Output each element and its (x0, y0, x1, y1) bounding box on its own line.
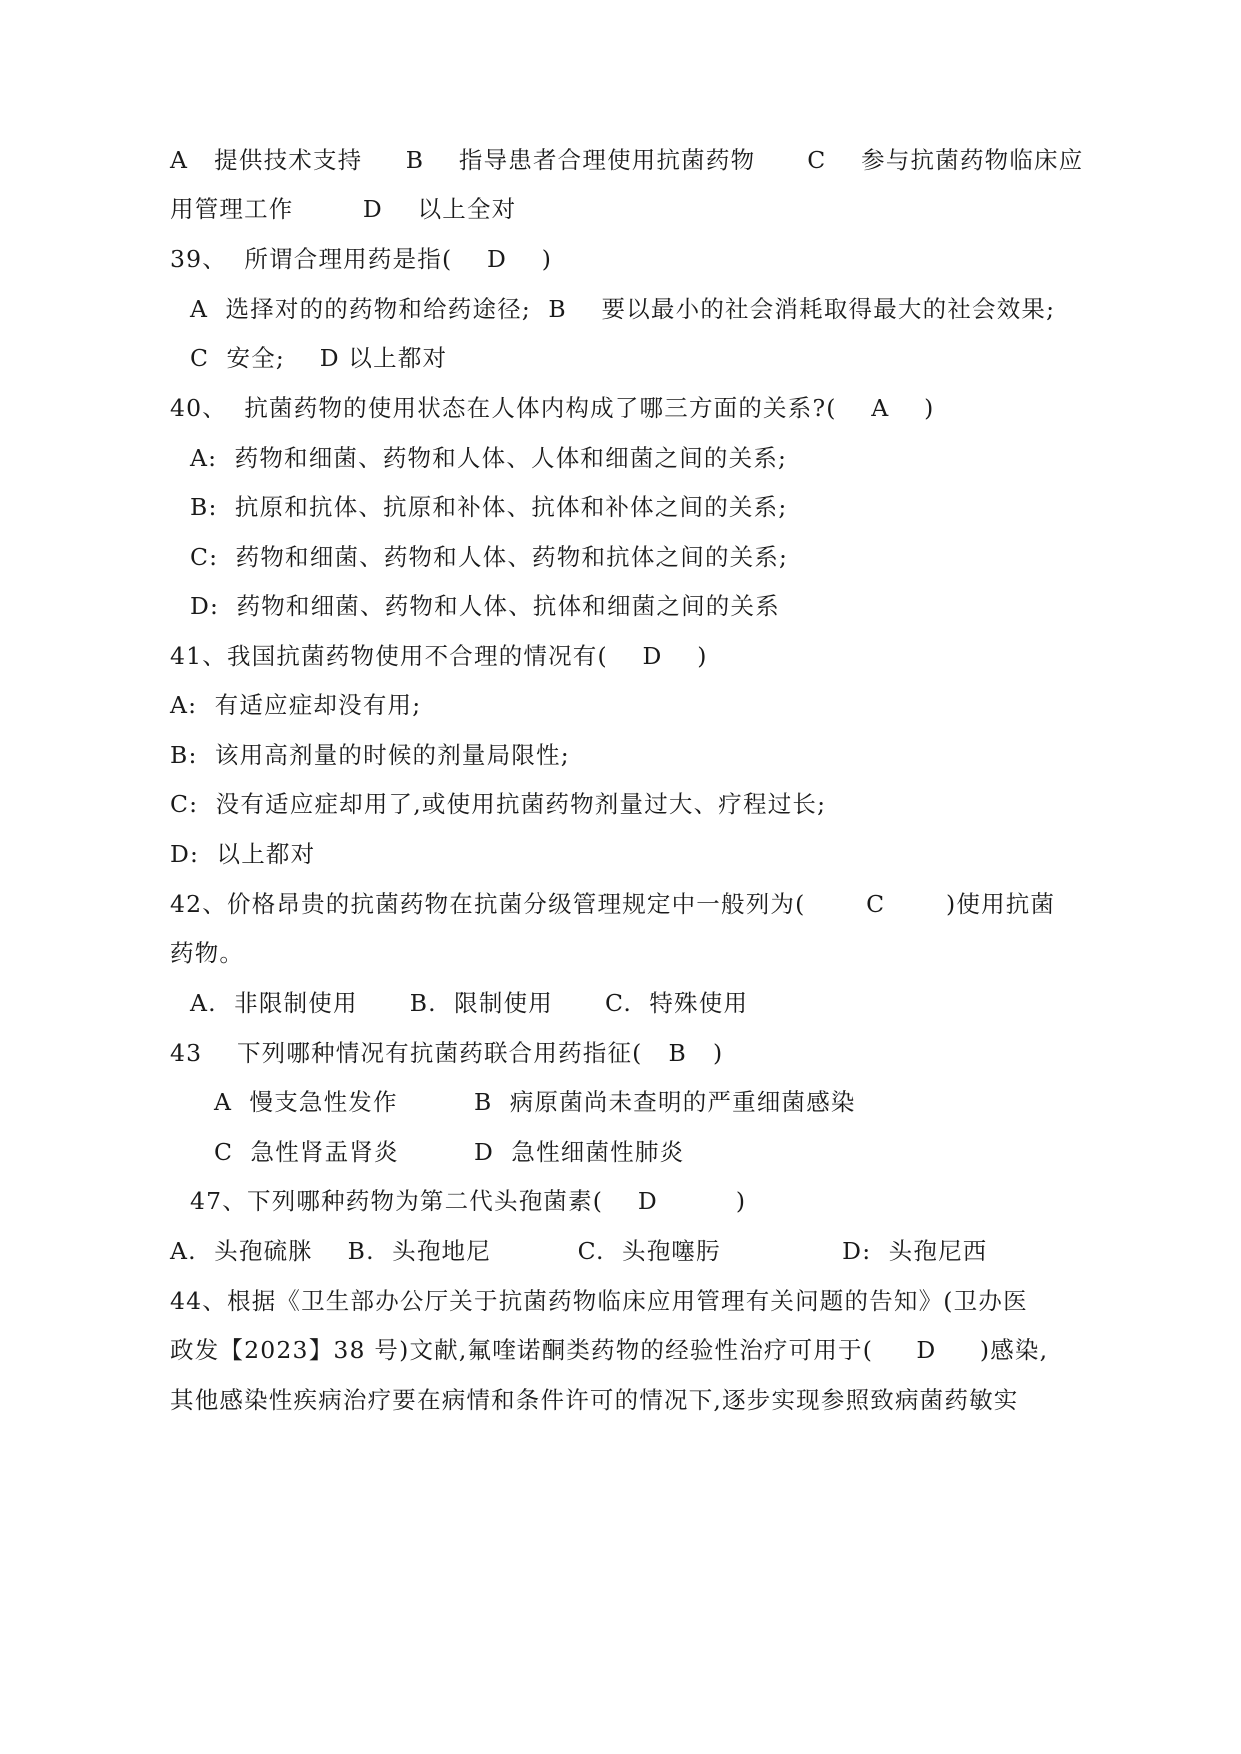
q39-options-line-1: A 选择对的的药物和给药途径; B 要以最小的社会消耗取得最大的社会效果; (190, 295, 1056, 323)
q43-option-a: A 慢支急性发作 (214, 1088, 398, 1116)
q38-options-line-2: 用管理工作 D 以上全对 (170, 195, 517, 223)
question-39: 39、 所谓合理用药是指( D ) (170, 245, 553, 273)
q39-options-line-2: C 安全; D 以上都对 (190, 344, 448, 372)
q41-option-d: D: 以上都对 (170, 840, 316, 868)
q42-options: A. 非限制使用 B. 限制使用 C. 特殊使用 (190, 989, 749, 1017)
q43-option-c: C 急性肾盂肾炎 (214, 1138, 399, 1166)
q43-option-d: D 急性细菌性肺炎 (474, 1138, 685, 1166)
question-44-line-3: 其他感染性疾病治疗要在病情和条件许可的情况下,逐步实现参照致病菌药敏实 (170, 1386, 1019, 1414)
question-42-continued: 药物。 (170, 939, 245, 967)
q43-option-b: B 病原菌尚未查明的严重细菌感染 (474, 1088, 856, 1116)
question-44-line-1: 44、根据《卫生部办公厅关于抗菌药物临床应用管理有关问题的告知》(卫办医 (170, 1287, 1028, 1315)
q40-option-a: A: 药物和细菌、药物和人体、人体和细菌之间的关系; (190, 444, 788, 472)
q40-option-d: D: 药物和细菌、药物和人体、抗体和细菌之间的关系 (190, 592, 780, 620)
q41-option-c: C: 没有适应症却用了,或使用抗菌药物剂量过大、疗程过长; (170, 790, 827, 818)
q38-options-line-1: A 提供技术支持 B 指导患者合理使用抗菌药物 C 参与抗菌药物临床应 (170, 146, 1084, 174)
question-41: 41、我国抗菌药物使用不合理的情况有( D ) (170, 642, 708, 670)
q40-option-b: B: 抗原和抗体、抗原和补体、抗体和补体之间的关系; (190, 493, 788, 521)
q47-options: A. 头孢硫脒 B. 头孢地尼 C. 头孢噻肟 D: 头孢尼西 (170, 1237, 988, 1265)
question-44-line-2: 政发【2023】38 号)文献,氟喹诺酮类药物的经验性治疗可用于( D )感染, (170, 1336, 1049, 1364)
question-47: 47、下列哪种药物为第二代头孢菌素( D ) (190, 1187, 747, 1215)
question-40: 40、 抗菌药物的使用状态在人体内构成了哪三方面的关系?( A ) (170, 394, 935, 422)
q41-option-b: B: 该用高剂量的时候的剂量局限性; (170, 741, 570, 769)
question-43: 43 下列哪种情况有抗菌药联合用药指征( B ) (170, 1039, 724, 1067)
q40-option-c: C: 药物和细菌、药物和人体、药物和抗体之间的关系; (190, 543, 789, 571)
q41-option-a: A: 有适应症却没有用; (170, 691, 422, 719)
question-42: 42、价格昂贵的抗菌药物在抗菌分级管理规定中一般列为( C )使用抗菌 (170, 890, 1056, 918)
